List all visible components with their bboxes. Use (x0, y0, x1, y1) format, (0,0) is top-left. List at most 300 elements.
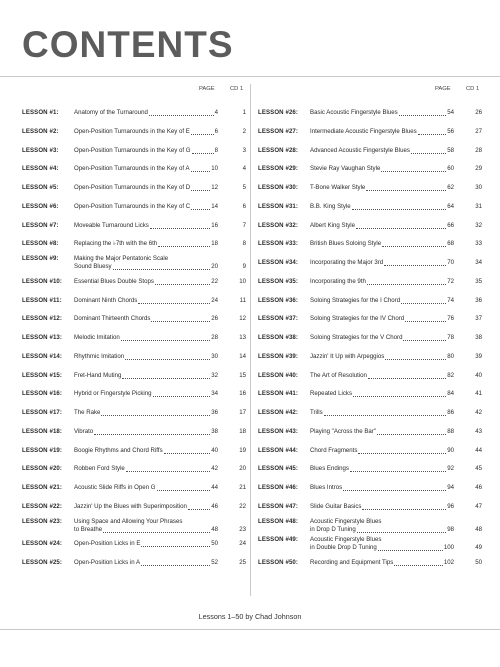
cd-track-number: 49 (475, 544, 482, 552)
lesson-title: Intermediate Acoustic Fingerstyle Blues (310, 127, 417, 135)
lesson-title: Open-Position Licks in E (74, 540, 141, 548)
cd-track-number: 24 (239, 540, 246, 548)
cd-track-number: 20 (239, 465, 246, 473)
lesson-title: Recording and Equipment Tips (310, 559, 394, 566)
toc-entry (22, 109, 246, 117)
lesson-number: LESSON #46: (258, 484, 299, 491)
dot-leader (155, 284, 210, 285)
dot-leader (191, 190, 210, 191)
page-column-header: PAGE (199, 86, 215, 92)
lesson-title: The Art of Resolution (310, 371, 367, 379)
dot-leader (381, 171, 446, 172)
cd-track-number: 17 (239, 409, 246, 416)
toc-entry (22, 518, 246, 534)
lesson-number: LESSON #36: (258, 296, 299, 304)
toc-entry (22, 278, 246, 286)
lesson-number: LESSON #1: (22, 109, 59, 116)
toc-entry (22, 409, 246, 417)
cd-track-number: 42 (475, 409, 482, 416)
lesson-title: Jazzin' Up the Blues with Superimposition (74, 502, 187, 510)
lesson-title: Rhythmic Imitation (74, 352, 125, 360)
lesson-title: Open-Position Turnarounds in the Key of C (74, 202, 191, 210)
page-number: 102 (443, 559, 454, 566)
dot-leader (378, 550, 443, 551)
dot-leader (157, 490, 211, 491)
lesson-title: Blues Intros (310, 484, 343, 491)
dot-leader (191, 134, 214, 135)
toc-entry (22, 540, 246, 548)
page-number: 100 (443, 544, 454, 552)
lesson-number: LESSON #25: (22, 559, 63, 566)
column-divider (250, 84, 251, 596)
cd-track-number: 11 (239, 296, 246, 304)
dot-leader (368, 378, 446, 379)
toc-entry (258, 484, 482, 492)
dot-leader (418, 134, 447, 135)
cd-track-number: 35 (475, 277, 482, 285)
page-number: 96 (447, 502, 454, 510)
lesson-title: T-Bone Walker Style (310, 184, 366, 191)
page-number: 32 (211, 371, 218, 379)
lesson-title: Open-Position Turnarounds in the Key of E (74, 127, 190, 135)
lesson-number: LESSON #16: (22, 390, 63, 398)
toc-entry (22, 484, 246, 492)
dot-leader (138, 303, 210, 304)
toc-entry (258, 518, 482, 534)
cd-track-number: 32 (475, 221, 482, 229)
lesson-number: LESSON #29: (258, 165, 299, 173)
lesson-number: LESSON #28: (258, 146, 299, 154)
dot-leader (405, 321, 446, 322)
page-number: 56 (447, 127, 454, 135)
toc-entry (22, 203, 246, 211)
cd-track-number: 46 (475, 484, 482, 491)
lesson-title: Anatomy of the Turnaround (74, 109, 148, 116)
toc-entry (258, 447, 482, 455)
cd-track-number: 5 (242, 184, 246, 191)
cd-track-number: 36 (475, 296, 482, 304)
lesson-number: LESSON #15: (22, 371, 63, 379)
lesson-number: LESSON #23: (22, 517, 63, 525)
lesson-title: Open-Position Licks in A (74, 559, 141, 566)
lesson-title: Hybrid or Fingerstyle Picking (74, 390, 152, 398)
dot-leader (164, 453, 211, 454)
cd-track-number: 41 (475, 390, 482, 398)
footer-credit: Lessons 1–50 by Chad Johnson (198, 612, 302, 621)
lesson-number: LESSON #10: (22, 277, 63, 285)
dot-leader (356, 228, 446, 229)
cd-track-number: 14 (239, 352, 246, 360)
lesson-number: LESSON #38: (258, 334, 299, 341)
lesson-number: LESSON #24: (22, 540, 63, 548)
lesson-number: LESSON #42: (258, 409, 299, 416)
cd-track-number: 22 (239, 502, 246, 510)
top-divider (0, 76, 500, 77)
dot-leader (324, 415, 447, 416)
cd-track-number: 27 (475, 127, 482, 135)
dot-leader (158, 246, 210, 247)
cd-track-number: 25 (239, 559, 246, 566)
lesson-number: LESSON #8: (22, 240, 59, 248)
dot-leader (141, 565, 210, 566)
cd-track-number: 2 (242, 127, 246, 135)
toc-entry (22, 315, 246, 323)
lesson-number: LESSON #33: (258, 240, 299, 248)
page-number: 28 (211, 334, 218, 341)
lesson-title: Stevie Ray Vaughan Style (310, 165, 381, 173)
lesson-number: LESSON #30: (258, 184, 299, 191)
dot-leader (362, 509, 446, 510)
page-number: 34 (211, 390, 218, 398)
lesson-number: LESSON #19: (22, 446, 63, 454)
toc-entry (258, 465, 482, 473)
cd-track-number: 40 (475, 371, 482, 379)
lesson-title: Open-Position Turnarounds in the Key of G (74, 146, 191, 154)
toc-entry (258, 278, 482, 286)
lesson-title: Soloing Strategies for the I Chord (310, 296, 401, 304)
page-number: 16 (211, 221, 218, 229)
toc-entry (258, 128, 482, 136)
page-number: 78 (447, 334, 454, 341)
cd-track-number: 29 (475, 165, 482, 173)
toc-entry (22, 428, 246, 436)
cd-track-number: 13 (239, 334, 246, 341)
lesson-title: Robben Ford Style (74, 465, 125, 473)
page-number: 50 (211, 540, 218, 548)
page-number: 74 (447, 296, 454, 304)
column-header (22, 86, 246, 96)
toc-entry (22, 447, 246, 455)
lesson-title: Incorporating the 9th (310, 277, 366, 285)
dot-leader (353, 396, 446, 397)
dot-leader (366, 190, 446, 191)
page-number: 54 (447, 109, 454, 116)
lesson-number: LESSON #22: (22, 502, 63, 510)
dot-leader (125, 359, 210, 360)
page-number: 60 (447, 165, 454, 173)
cd-track-number: 7 (242, 221, 246, 229)
dot-leader (113, 269, 211, 270)
lesson-number: LESSON #47: (258, 502, 299, 510)
page-number: 30 (211, 352, 218, 360)
dot-leader (367, 284, 446, 285)
cd-track-number: 28 (475, 146, 482, 154)
cd-track-number: 21 (239, 484, 246, 491)
dot-leader (192, 153, 214, 154)
cd-track-number: 15 (239, 371, 246, 379)
page-number: 26 (211, 315, 218, 323)
lesson-number: LESSON #14: (22, 352, 63, 360)
page-number: 42 (211, 465, 218, 473)
cd-track-number: 9 (242, 263, 246, 270)
dot-leader (149, 115, 214, 116)
dot-leader (151, 321, 210, 322)
page-number: 52 (211, 559, 218, 566)
dot-leader (153, 396, 211, 397)
dot-leader (103, 532, 210, 533)
lesson-number: LESSON #48: (258, 517, 299, 525)
toc-entry (258, 409, 482, 417)
toc-entry (22, 222, 246, 230)
lesson-title: Dominant Thirteenth Chords (74, 315, 151, 323)
page-number: 84 (447, 390, 454, 398)
lesson-title: B.B. King Style (310, 202, 351, 210)
dot-leader (141, 546, 210, 547)
dot-leader (411, 153, 446, 154)
cd-track-number: 30 (475, 184, 482, 191)
lesson-title: Playing "Across the Bar" (310, 427, 376, 435)
lesson-number: LESSON #3: (22, 146, 59, 154)
dot-leader (384, 265, 446, 266)
cd-track-number: 1 (242, 109, 246, 116)
cd-track-number: 6 (242, 202, 246, 210)
cd-track-number: 50 (475, 559, 482, 566)
page-number: 14 (211, 202, 218, 210)
toc-entry (22, 559, 246, 567)
lesson-title: Jazzin' It Up with Arpeggios (310, 352, 385, 360)
lesson-title: Replacing the ♭7th with the 6th (74, 240, 158, 248)
lesson-title: Chord Fragments (310, 446, 358, 454)
cd-track-number: 43 (475, 427, 482, 435)
page-number: 92 (447, 465, 454, 473)
toc-entry (258, 315, 482, 323)
lesson-title: Boogie Rhythms and Chord Riffs (74, 446, 163, 454)
toc-entry (258, 559, 482, 567)
lesson-number: LESSON #18: (22, 427, 63, 435)
lesson-title: Essential Blues Double Stops (74, 277, 154, 285)
lesson-title: Blues Endings (310, 465, 349, 473)
lesson-title: Acoustic Slide Riffs in Open G (74, 484, 156, 491)
lesson-title: The Rake (74, 409, 101, 416)
lesson-title: Repeated Licks (310, 390, 353, 398)
page-number: 66 (447, 221, 454, 229)
lesson-title: Soloing Strategies for the IV Chord (310, 315, 405, 323)
dot-leader (399, 115, 446, 116)
cd-track-number: 26 (475, 109, 482, 116)
lesson-number: LESSON #43: (258, 427, 299, 435)
toc-entry (22, 465, 246, 473)
toc-entry (258, 259, 482, 267)
cd-track-number: 10 (239, 277, 246, 285)
page-number: 4 (214, 109, 218, 116)
toc-entry (258, 390, 482, 398)
lesson-number: LESSON #45: (258, 465, 299, 473)
page-number: 8 (214, 146, 218, 154)
lesson-title: Moveable Turnaround Licks (74, 221, 149, 229)
page-number: 90 (447, 446, 454, 454)
cd-track-number: 38 (475, 334, 482, 341)
lesson-title: Acoustic Fingerstyle Blues in Double Drop D Tuning (310, 536, 382, 552)
toc-entry (22, 147, 246, 155)
page-number: 20 (211, 263, 218, 270)
cd-track-number: 34 (475, 259, 482, 266)
toc-entry (258, 353, 482, 361)
lesson-number: LESSON #50: (258, 559, 299, 566)
lesson-title: Incorporating the Major 3rd (310, 259, 384, 266)
toc-entry (22, 334, 246, 342)
cd-track-number: 8 (242, 240, 246, 248)
page-number: 80 (447, 352, 454, 360)
toc-entry (22, 240, 246, 248)
toc-entry (258, 503, 482, 511)
lesson-number: LESSON #32: (258, 221, 299, 229)
lesson-number: LESSON #12: (22, 315, 63, 323)
lesson-number: LESSON #11: (22, 296, 62, 304)
dot-leader (394, 565, 442, 566)
lesson-title: Melodic Imitation (74, 334, 120, 341)
cd-track-number: 45 (475, 465, 482, 473)
toc-entry (22, 353, 246, 361)
dot-leader (126, 471, 210, 472)
dot-leader (150, 228, 210, 229)
lesson-title: Fret-Hand Muting (74, 371, 122, 379)
cd-track-number: 39 (475, 352, 482, 360)
dot-leader (121, 340, 210, 341)
toc-entry (258, 372, 482, 380)
dot-leader (385, 359, 446, 360)
dot-leader (343, 490, 446, 491)
cd-track-number: 4 (242, 165, 246, 173)
toc-column-right (258, 86, 482, 566)
toc-entry (258, 334, 482, 342)
dot-leader (122, 378, 210, 379)
toc-entry (258, 222, 482, 230)
lesson-number: LESSON #26: (258, 109, 299, 116)
cd-track-number: 47 (475, 502, 482, 510)
lesson-number: LESSON #37: (258, 315, 299, 323)
toc-entry (258, 147, 482, 155)
lesson-title: Open-Position Turnarounds in the Key of D (74, 184, 191, 191)
toc-entry (22, 255, 246, 271)
toc-entry (258, 428, 482, 436)
toc-entry (22, 503, 246, 511)
cd-track-number: 37 (475, 315, 482, 323)
dot-leader (350, 471, 446, 472)
column-header (258, 86, 482, 96)
lesson-number: LESSON #31: (258, 202, 299, 210)
toc-entry (22, 390, 246, 398)
dot-leader (403, 340, 446, 341)
dot-leader (382, 246, 446, 247)
lesson-number: LESSON #9: (22, 255, 59, 262)
lesson-title: Open-Position Turnarounds in the Key of A (74, 165, 190, 173)
page-number: 24 (211, 296, 218, 304)
cd-track-number: 12 (239, 315, 246, 323)
page-number: 38 (211, 427, 218, 435)
toc-entry (258, 297, 482, 305)
toc-entry (22, 128, 246, 136)
lesson-title: Basic Acoustic Fingerstyle Blues (310, 109, 398, 116)
lesson-number: LESSON #6: (22, 202, 59, 210)
lesson-title: Dominant Ninth Chords (74, 296, 138, 304)
page-number: 46 (211, 502, 218, 510)
page-number: 22 (211, 277, 218, 285)
toc-entry (258, 109, 482, 117)
lesson-number: LESSON #5: (22, 184, 59, 191)
cd-track-number: 23 (239, 525, 246, 533)
toc-entry (258, 203, 482, 211)
lesson-number: LESSON #4: (22, 165, 59, 173)
page-number: 62 (447, 184, 454, 191)
lesson-title: Advanced Acoustic Fingerstyle Blues (310, 146, 410, 154)
toc-entry (22, 165, 246, 173)
lesson-number: LESSON #40: (258, 371, 299, 379)
cd-track-number: 31 (475, 202, 482, 210)
bottom-divider (0, 629, 500, 630)
page-number: 76 (447, 315, 454, 323)
page-number: 94 (447, 484, 454, 491)
page-number: 64 (447, 202, 454, 210)
lesson-number: LESSON #44: (258, 446, 299, 454)
cd-track-number: 16 (239, 390, 246, 398)
toc-entry (258, 536, 482, 552)
lesson-title: Trills (310, 409, 323, 416)
cd-column-header: CD 1 (466, 86, 480, 92)
toc-entry (258, 240, 482, 248)
cd-track-number: 48 (475, 525, 482, 533)
lesson-number: LESSON #34: (258, 259, 299, 266)
lesson-number: LESSON #2: (22, 127, 59, 135)
lesson-title: Acoustic Fingerstyle Blues in Drop D Tuning (310, 517, 382, 533)
page-number: 82 (447, 371, 454, 379)
lesson-title: Vibrato (74, 427, 94, 435)
dot-leader (401, 303, 446, 304)
toc-column-left (22, 86, 246, 566)
page-number: 18 (211, 240, 218, 248)
lesson-title: Using Space and Allowing Your Phrases to Breathe (74, 517, 183, 533)
cd-track-number: 33 (475, 240, 482, 248)
toc-entry (22, 372, 246, 380)
lesson-number: LESSON #35: (258, 277, 299, 285)
page-number: 48 (211, 525, 218, 533)
lesson-number: LESSON #17: (22, 409, 63, 416)
page-number: 6 (214, 127, 218, 135)
page-number: 40 (211, 446, 218, 454)
cd-track-number: 3 (242, 146, 246, 154)
cd-track-number: 19 (239, 446, 246, 454)
page-number: 86 (447, 409, 454, 416)
dot-leader (191, 171, 211, 172)
page-number: 98 (447, 525, 454, 533)
lesson-number: LESSON #41: (258, 390, 299, 398)
page-number: 70 (447, 259, 454, 266)
page-number: 58 (447, 146, 454, 154)
toc-entry (22, 297, 246, 305)
toc-entry (22, 184, 246, 192)
page-number: 36 (211, 409, 218, 416)
page-number: 10 (211, 165, 218, 173)
cd-track-number: 44 (475, 446, 482, 454)
dot-leader (101, 415, 210, 416)
lesson-number: LESSON #27: (258, 127, 299, 135)
lesson-number: LESSON #39: (258, 352, 299, 360)
page-number: 12 (211, 184, 218, 191)
dot-leader (188, 509, 210, 510)
dot-leader (357, 532, 446, 533)
toc-entry (258, 165, 482, 173)
cd-track-number: 18 (239, 427, 246, 435)
toc-entry (258, 184, 482, 192)
dot-leader (377, 434, 446, 435)
page-number: 44 (211, 484, 218, 491)
dot-leader (358, 453, 446, 454)
page-number: 88 (447, 427, 454, 435)
lesson-title: Making the Major Pentatonic Scale Sound Bluesy (74, 255, 169, 270)
lesson-number: LESSON #20: (22, 465, 63, 473)
lesson-number: LESSON #13: (22, 334, 63, 341)
lesson-title: Soloing Strategies for the V Chord (310, 334, 403, 341)
cd-column-header: CD 1 (230, 86, 244, 92)
